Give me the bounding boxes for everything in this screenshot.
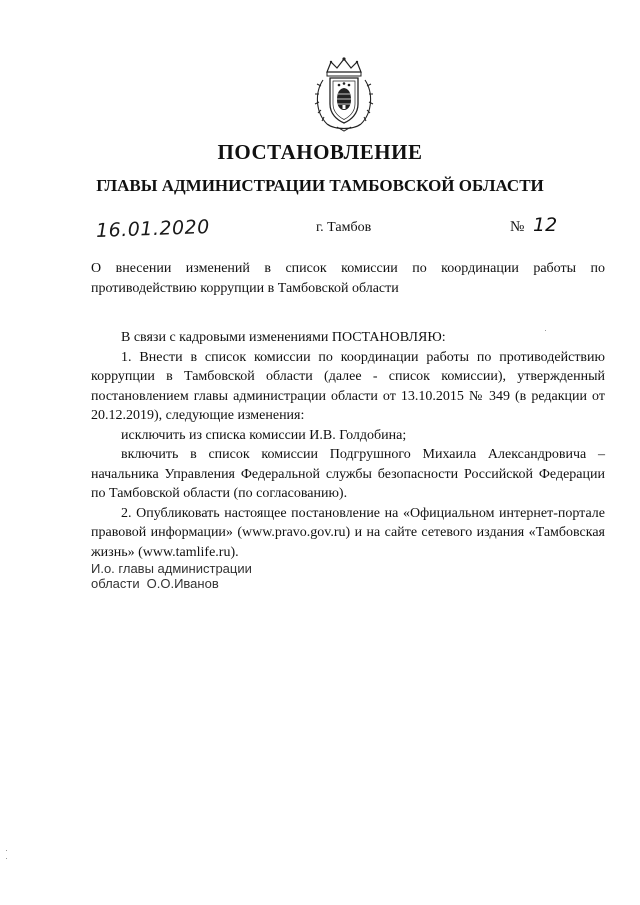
coat-of-arms-icon <box>313 56 375 132</box>
signature-region: области <box>91 576 140 591</box>
body-paragraph-exclude: исключить из списка комиссии И.В. Голдобина; <box>121 427 407 443</box>
body-paragraph-intro: В связи с кадровыми изменениями ПОСТАНОВЛЯЮ: <box>121 330 446 345</box>
scan-speck <box>6 858 7 859</box>
document-heading: О внесении изменений в список комиссии по координации работы по противодействию коррупции в Тамбовской области <box>91 261 605 296</box>
signature-block <box>91 561 252 591</box>
scan-speck <box>545 330 546 331</box>
signature-name: О.О.Иванов <box>146 576 219 591</box>
scan-speck <box>6 850 7 851</box>
signature-row <box>91 576 252 591</box>
document-body <box>91 328 605 562</box>
document-date: 16.01.2020 <box>95 216 211 242</box>
body-paragraph-include: включить в список комиссии Подгрушного Михаила Александровича – начальника Управления Федеральной службы безопасности Российской Федерации по Тамбовской области (по согласованию). <box>91 447 605 501</box>
document-title: ПОСТАНОВЛЕНИЕ <box>217 140 423 164</box>
document-number: 12 <box>533 214 558 236</box>
document-number-label: № <box>510 219 525 235</box>
signature-position: И.о. главы администрации <box>91 561 252 576</box>
body-paragraph-item-1: 1. Внести в список комиссии по координации работы по противодействию коррупции в Тамбовской области (далее - список комиссии), утвержденный постановлением главы администрации области от 13.10.2015 № 349 (в редакции от 20.12.2019), следующие изменения: <box>91 349 605 423</box>
document-subtitle: ГЛАВЫ АДМИНИСТРАЦИИ ТАМБОВСКОЙ ОБЛАСТИ <box>96 176 544 195</box>
document-city: г. Тамбов <box>316 220 372 235</box>
body-paragraph-item-2: 2. Опубликовать настоящее постановление на «Официальном интернет-портале правовой информации» (www.pravo.gov.ru) и на сайте сетевого издания «Тамбовская жизнь» (www.tamlife.ru). <box>91 505 605 560</box>
